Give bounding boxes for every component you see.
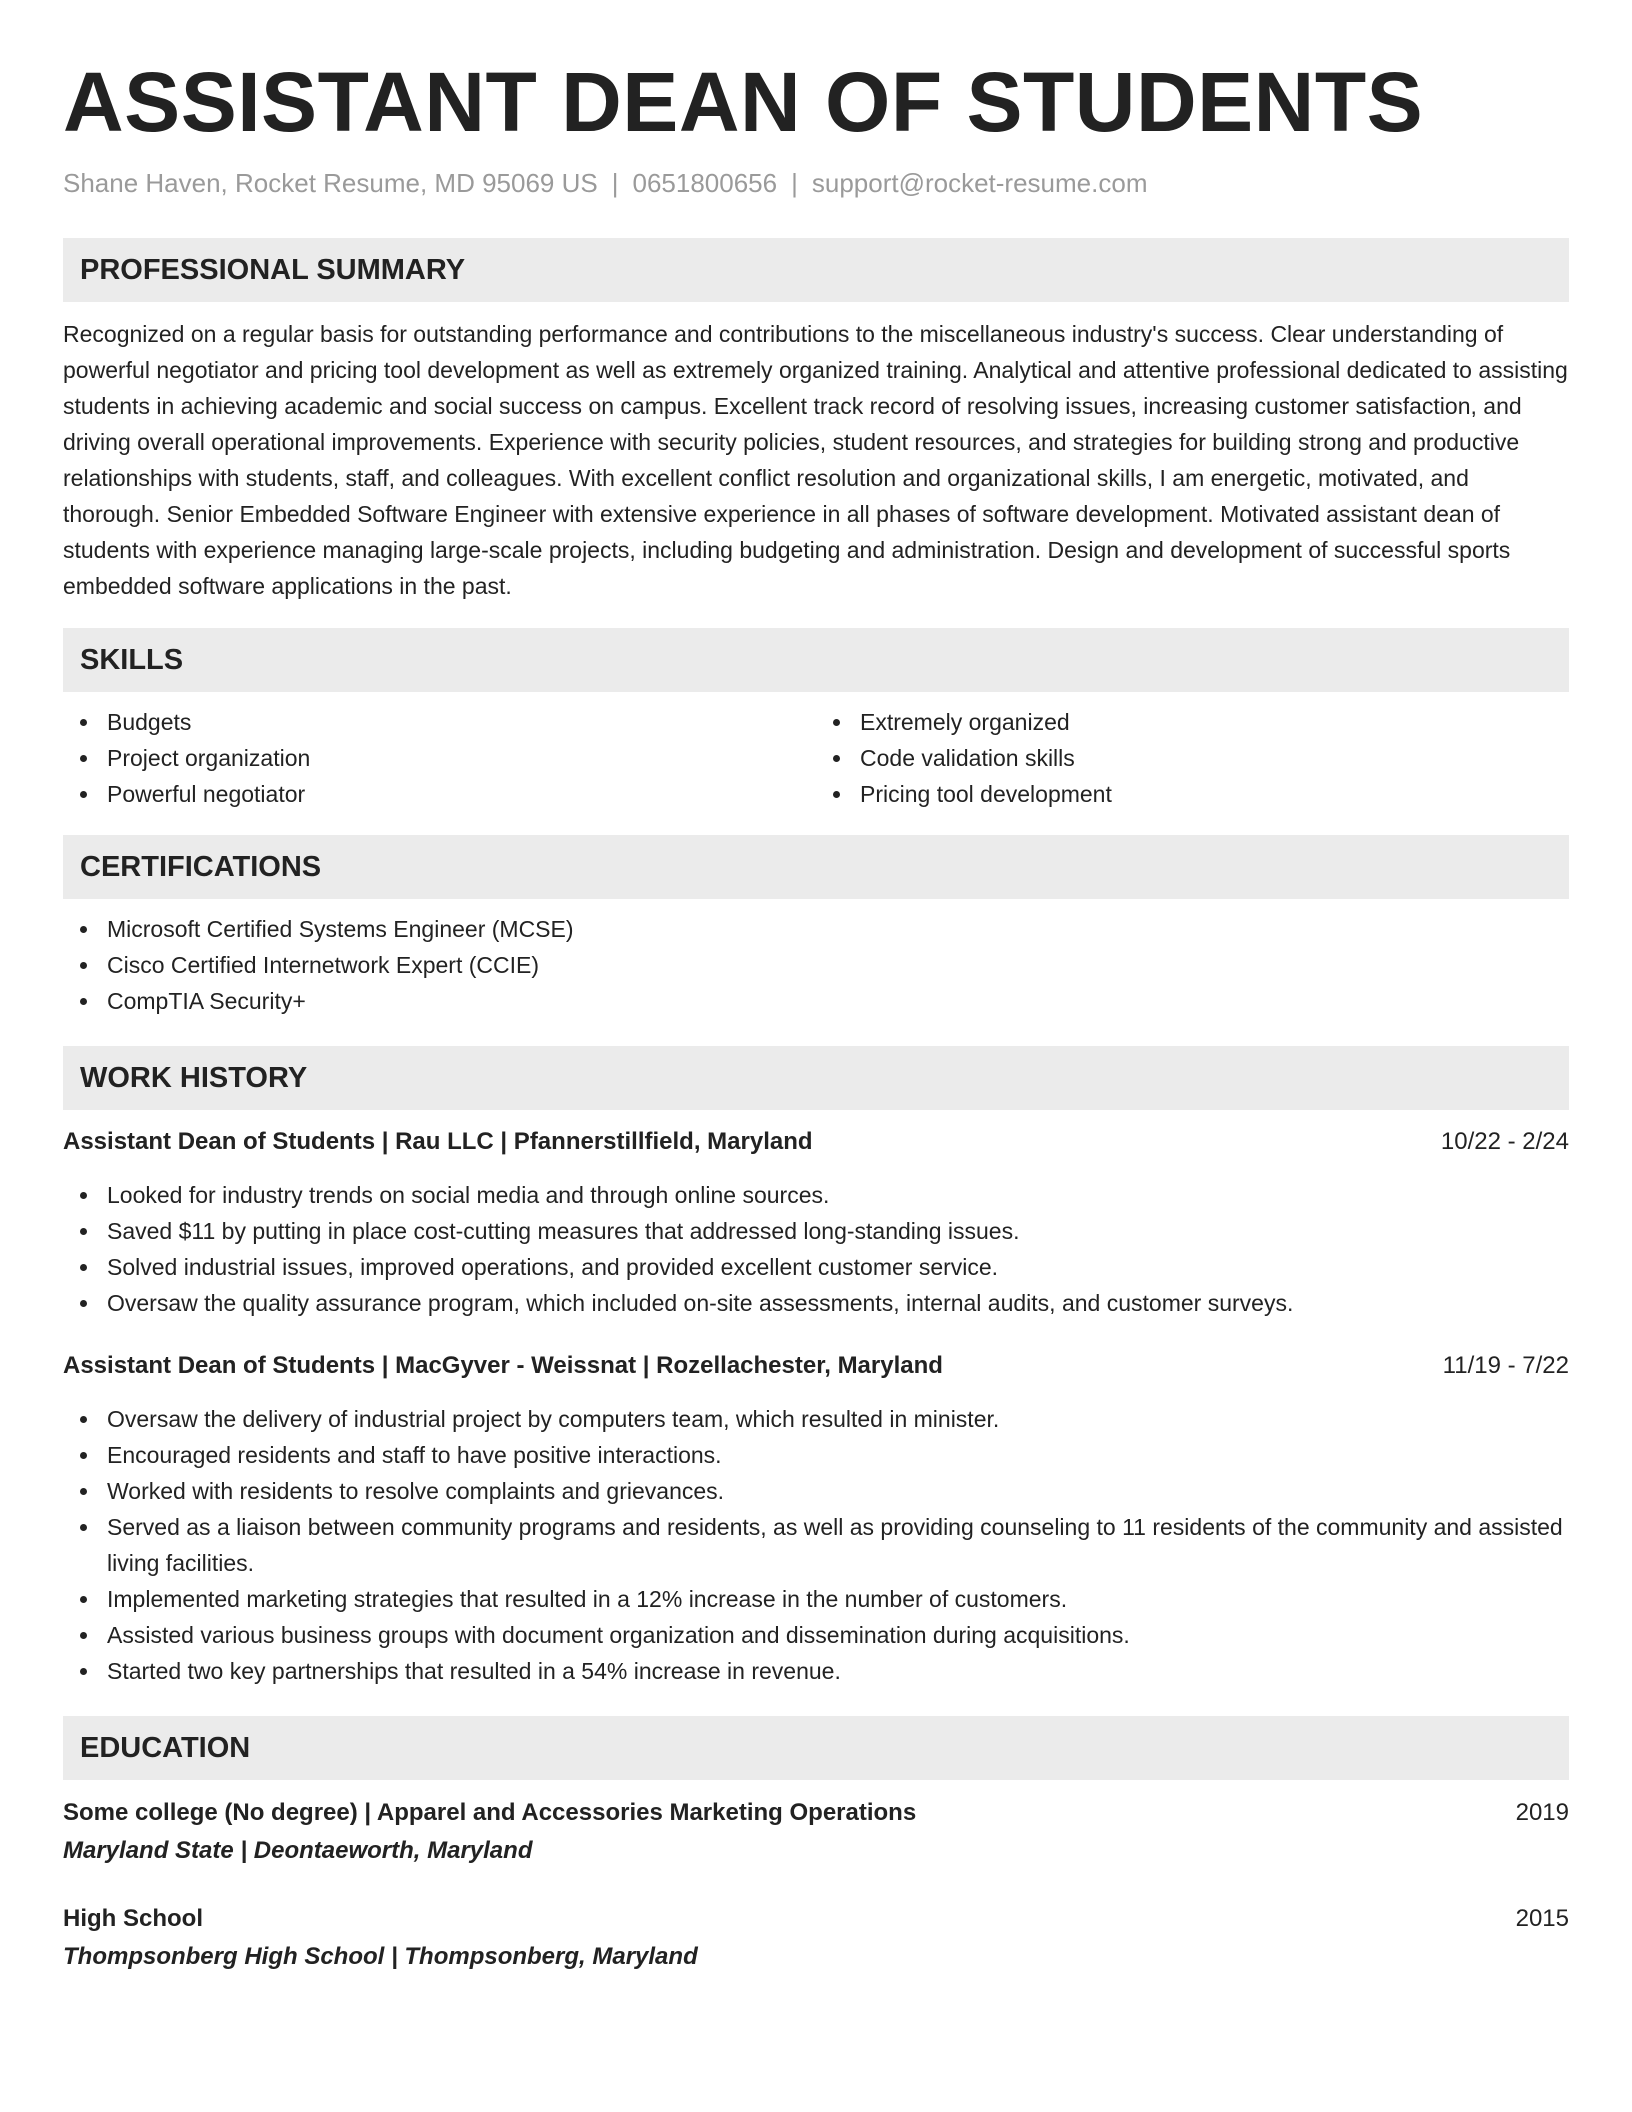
education-school: Maryland State | Deontaeworth, Maryland [63, 1837, 533, 1864]
job-bullet: Oversaw the delivery of industrial project by computers team, which resulted in minister. [63, 1401, 1569, 1437]
certifications-section [63, 835, 1569, 1019]
contact-address: Shane Haven, Rocket Resume, MD 95069 US [63, 168, 598, 198]
job-bullets [63, 1177, 1569, 1321]
education-entry [63, 1796, 1569, 1868]
education-entry [63, 1902, 1569, 1974]
job-title: Assistant Dean of Students | Rau LLC | Pfannerstillfield, Maryland [63, 1128, 813, 1155]
job-bullet: Saved $11 by putting in place cost-cutting measures that addressed long-standing issues. [63, 1213, 1569, 1249]
job-entry [63, 1349, 1569, 1689]
work-history-heading: WORK HISTORY [63, 1046, 1569, 1110]
job-dates: 10/22 - 2/24 [1440, 1128, 1569, 1155]
job-bullet: Solved industrial issues, improved operations, and provided excellent customer service. [63, 1249, 1569, 1285]
job-bullet: Assisted various business groups with document organization and dissemination during acquisitions. [63, 1617, 1569, 1653]
certification-item: CompTIA Security+ [63, 983, 1569, 1019]
skill-item: Pricing tool development [816, 776, 1569, 812]
contact-phone: 0651800656 [632, 168, 778, 198]
skill-item: Budgets [63, 704, 816, 740]
contact-separator: | [611, 168, 619, 198]
candidate-title: ASSISTANT DEAN OF STUDENTS [63, 55, 1424, 149]
contact-separator: | [791, 168, 798, 198]
skills-section [63, 628, 1569, 812]
education-section [63, 1716, 1569, 1974]
job-title: Assistant Dean of Students | MacGyver - Weissnat | Rozellachester, Maryland [63, 1352, 943, 1379]
job-header [63, 1125, 1569, 1159]
certification-item: Cisco Certified Internetwork Expert (CCIE) [63, 947, 1569, 983]
education-year: 2015 [1515, 1905, 1569, 1932]
education-year: 2019 [1515, 1799, 1569, 1826]
resume-header [63, 52, 1569, 200]
job-entry [63, 1125, 1569, 1321]
job-bullet: Worked with residents to resolve complaints and grievances. [63, 1473, 1569, 1509]
skill-item: Powerful negotiator [63, 776, 816, 812]
job-bullet: Implemented marketing strategies that resulted in a 12% increase in the number of customers. [63, 1581, 1569, 1617]
contact-line [63, 166, 1569, 200]
education-header [63, 1902, 1569, 1936]
job-bullet: Served as a liaison between community programs and residents, as well as providing counseling to 11 residents of the community and assisted living facilities. [63, 1509, 1569, 1581]
education-degree: Some college (No degree) | Apparel and Accessories Marketing Operations [63, 1799, 917, 1826]
skills-column-left [63, 704, 816, 812]
education-header [63, 1796, 1569, 1830]
job-header [63, 1349, 1569, 1383]
summary-heading: PROFESSIONAL SUMMARY [63, 238, 1569, 302]
job-bullet: Encouraged residents and staff to have positive interactions. [63, 1437, 1569, 1473]
job-bullets [63, 1401, 1569, 1689]
skills-column-right [816, 704, 1569, 812]
summary-text: Recognized on a regular basis for outstanding performance and contributions to the miscellaneous industry's success. Clear understanding of powerful negotiator and pricing tool development as well as extremely organized training. Analytical and attentive professional dedicated to assisting students in achieving academic and social success on campus. Excellent track record of resolving issues, increasing customer satisfaction, and driving overall operational improvements. Experience with security policies, student resources, and strategies for building strong and productive relationships with students, staff, and colleagues. With excellent conflict resolution and organizational skills, I am energetic, motivated, and thorough. Senior Embedded Software Engineer with extensive experience in all phases of software development. Motivated assistant dean of students with experience managing large-scale projects, including budgeting and administration. Design and development of successful sports embedded software applications in the past. [63, 321, 1568, 599]
skill-item: Code validation skills [816, 740, 1569, 776]
skills-heading: SKILLS [63, 628, 1569, 692]
job-bullet: Oversaw the quality assurance program, which included on-site assessments, internal audits, and customer surveys. [63, 1285, 1569, 1321]
skills-grid [63, 704, 1569, 812]
summary-section [63, 238, 1569, 604]
contact-email: support@rocket-resume.com [811, 168, 1148, 198]
certification-item: Microsoft Certified Systems Engineer (MCSE) [63, 911, 1569, 947]
certifications-list [63, 911, 1569, 1019]
certifications-heading: CERTIFICATIONS [63, 835, 1569, 899]
education-school: Thompsonberg High School | Thompsonberg, Maryland [63, 1943, 698, 1970]
job-bullet: Looked for industry trends on social media and through online sources. [63, 1177, 1569, 1213]
work-history-section [63, 1046, 1569, 1689]
education-degree: High School [63, 1905, 203, 1932]
job-dates: 11/19 - 7/22 [1442, 1352, 1569, 1379]
job-bullet: Started two key partnerships that resulted in a 54% increase in revenue. [63, 1653, 1569, 1689]
skill-item: Project organization [63, 740, 816, 776]
skill-item: Extremely organized [816, 704, 1569, 740]
education-heading: EDUCATION [63, 1716, 1569, 1780]
